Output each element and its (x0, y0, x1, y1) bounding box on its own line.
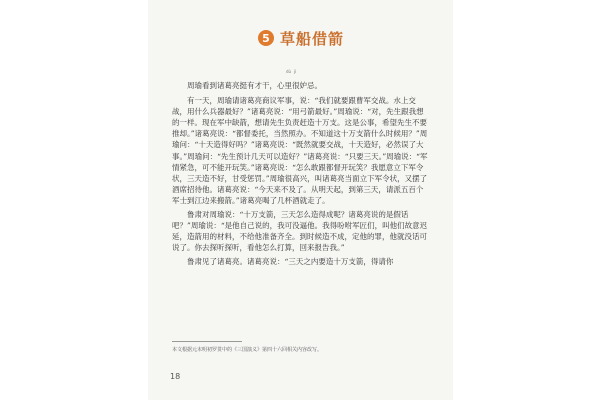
pinyin-ji: jì (294, 69, 297, 74)
textbook-page (148, 0, 453, 400)
lesson-body (172, 80, 430, 271)
paragraph-3: 鲁肃对周瑜说：“十万支箭，三天怎么造得成呢？诸葛亮说的是假话吧？”周瑜说：“是他自己说的，我可没逼他。我得吩咐军匠们，叫他们故意迟延，造箭用的材料，不给他准备齐全。到时候造不成，定他的罪，他就没话可说了。你去探听探听，看他怎么打算，回来报告我。” (172, 210, 428, 253)
lesson-number-badge: 5 (258, 30, 274, 46)
footnote: 本文根据元末明初罗贯中的《三国演义》第四十六回相关内容改写。 (172, 347, 323, 353)
paragraph-1-text: 周瑜看到诸葛亮挺有才干，心里很妒忌。 (187, 81, 322, 90)
paragraph-1 (172, 80, 430, 91)
pinyin-du: dù (286, 69, 292, 74)
paragraph-4: 鲁肃见了诸葛亮。诸葛亮说：“三天之内要造十万支箭，得请你 (187, 257, 394, 267)
lesson-header (258, 27, 344, 49)
footnote-divider (172, 341, 242, 342)
page-number: 18 (170, 372, 181, 381)
lesson-title: 草船借箭 (280, 29, 345, 48)
paragraph-2: 有一天，周瑜请诸葛亮商议军事，说：“我们就要跟曹军交战。水上交战，用什么兵器最好？”诸葛亮说：“用弓箭最好。”周瑜说：“对，先生跟我想的一样。现在军中缺箭，想请先生负责赶造十万支。这是公事，希望先生不要推却。”诸葛亮说：“都督委托，当然照办。不知道这十万支箭什么时候用？”周瑜问：“十天造得好吗？”诸葛亮说：“既然就要交战，十天造好，必然误了大事。”周瑜问：“先生预计几天可以造好？”诸葛亮说：“只要三天。”周瑜说：“军情紧急，可不能开玩笑。”诸葛亮说：“怎么敢跟都督开玩笑？我愿意立下军令状，三天造不好，甘受惩罚。”周瑜很高兴，叫诸葛亮当面立下军令状，又摆了酒席招待他。诸葛亮说：“今天来不及了。从明天起，到第三天，请派五百个军士到江边来搬箭。”诸葛亮喝了几杯酒就走了。 (172, 96, 428, 205)
